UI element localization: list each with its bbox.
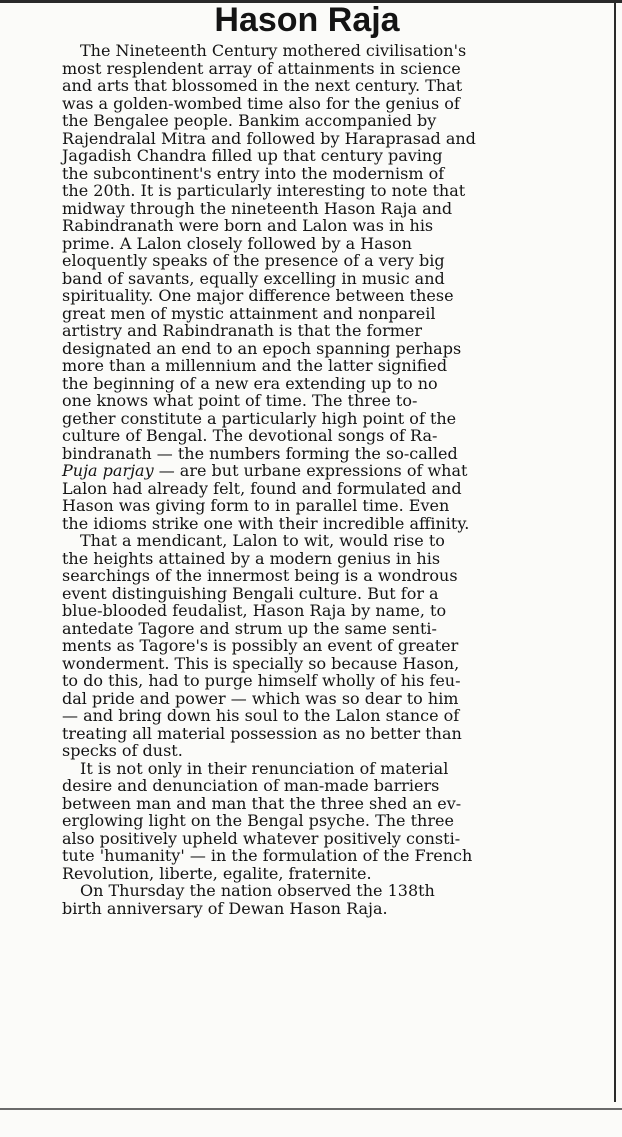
text-line: spirituality. One major difference between these [62, 286, 454, 305]
text-line: — and bring down his soul to the Lalon stance of [62, 706, 460, 725]
text-line: desire and denunciation of man-made barriers [62, 776, 440, 795]
text-line: also positively upheld whatever positively consti- [62, 828, 461, 848]
text-line: designated an end to an epoch spanning perhaps [62, 338, 462, 358]
paragraph-2 [62, 532, 610, 760]
text-line: That a mendicant, Lalon to wit, would rise to [80, 531, 445, 550]
text-line: midway through the nineteenth Hason Raja and [62, 198, 453, 218]
text-line: The Nineteenth Century mothered civilisation's [80, 41, 467, 60]
text-line: culture of Bengal. The devotional songs of Ra- [62, 426, 438, 445]
text-line: gether constitute a particularly high point of the [62, 408, 457, 428]
text-line: dal pride and power — which was so dear to him [62, 688, 459, 708]
text-line: band of savants, equally excelling in music and [62, 268, 445, 288]
text-line: to do this, had to purge himself wholly of his feu- [62, 671, 461, 690]
text-line: the idioms strike one with their incredible affinity. [62, 513, 470, 533]
text-line: Hason was giving form to in parallel time. Even [62, 496, 450, 515]
paragraph-1 [62, 42, 610, 532]
text-line: erglowing light on the Bengal psyche. The three [62, 811, 454, 830]
text-run: — are but urbane expressions of what [153, 461, 468, 480]
text-line: bindranath — the numbers forming the so-called [62, 443, 458, 463]
text-line: more than a millennium and the latter signified [62, 356, 448, 375]
text-line: birth anniversary of Dewan Hason Raja. [62, 898, 388, 918]
text-line: specks of dust. [62, 741, 183, 760]
text-line: great men of mystic attainment and nonpareil [62, 303, 436, 323]
text-line: On Thursday the nation observed the 138th [80, 881, 435, 900]
text-line: the heights attained by a modern genius in his [62, 548, 441, 568]
article-title: Hason Raja [214, 1, 400, 39]
italic-term: Puja parjay [62, 461, 154, 480]
text-line: searchings of the innermost being is a wondrous [62, 566, 458, 585]
text-line: and arts that blossomed in the next century. That [62, 76, 463, 95]
text-line: prime. A Lalon closely followed by a Hason [62, 233, 412, 253]
text-line: Revolution, liberte, egalite, fraternite. [62, 863, 372, 883]
text-line: antedate Tagore and strum up the same senti- [62, 618, 437, 638]
paragraph-4 [62, 882, 610, 917]
paragraph-3 [62, 760, 610, 883]
text-line: Jagadish Chandra filled up that century paving [62, 146, 443, 165]
text-line: Lalon had already felt, found and formulated and [62, 478, 462, 498]
text-line: artistry and Rabindranath is that the former [62, 321, 423, 340]
text-line: the subcontinent's entry into the modernism of [62, 163, 445, 183]
text-line: one knows what point of time. The three to- [62, 391, 418, 410]
column-rule [614, 0, 616, 1102]
bottom-rule [0, 1108, 622, 1110]
text-line: Rabindranath were born and Lalon was in his [62, 216, 434, 235]
text-line: treating all material possession as no better than [62, 723, 462, 743]
text-line: ments as Tagore's is possibly an event of greater [62, 636, 459, 655]
text-line: It is not only in their renunciation of material [80, 758, 449, 778]
text-line [62, 462, 610, 480]
text-line: Rajendralal Mitra and followed by Haraprasad and [62, 128, 476, 148]
text-line: between man and man that the three shed an ev- [62, 793, 462, 813]
text-line: wonderment. This is specially so because Hason, [62, 653, 460, 673]
article-body [62, 42, 610, 917]
text-line: eloquently speaks of the presence of a very big [62, 251, 445, 270]
text-line: was a golden-wombed time also for the genius of [62, 93, 460, 113]
text-line: the Bengalee people. Bankim accompanied by [62, 111, 437, 130]
text-line: the beginning of a new era extending up to no [62, 373, 438, 393]
text-line: blue-blooded feudalist, Hason Raja by name, to [62, 601, 447, 620]
text-line: most resplendent array of attainments in science [62, 58, 461, 78]
text-line: the 20th. It is particularly interesting to note that [62, 181, 466, 200]
text-line: tute 'humanity' — in the formulation of the French [62, 846, 473, 865]
text-line: event distinguishing Bengali culture. But for a [62, 583, 439, 603]
